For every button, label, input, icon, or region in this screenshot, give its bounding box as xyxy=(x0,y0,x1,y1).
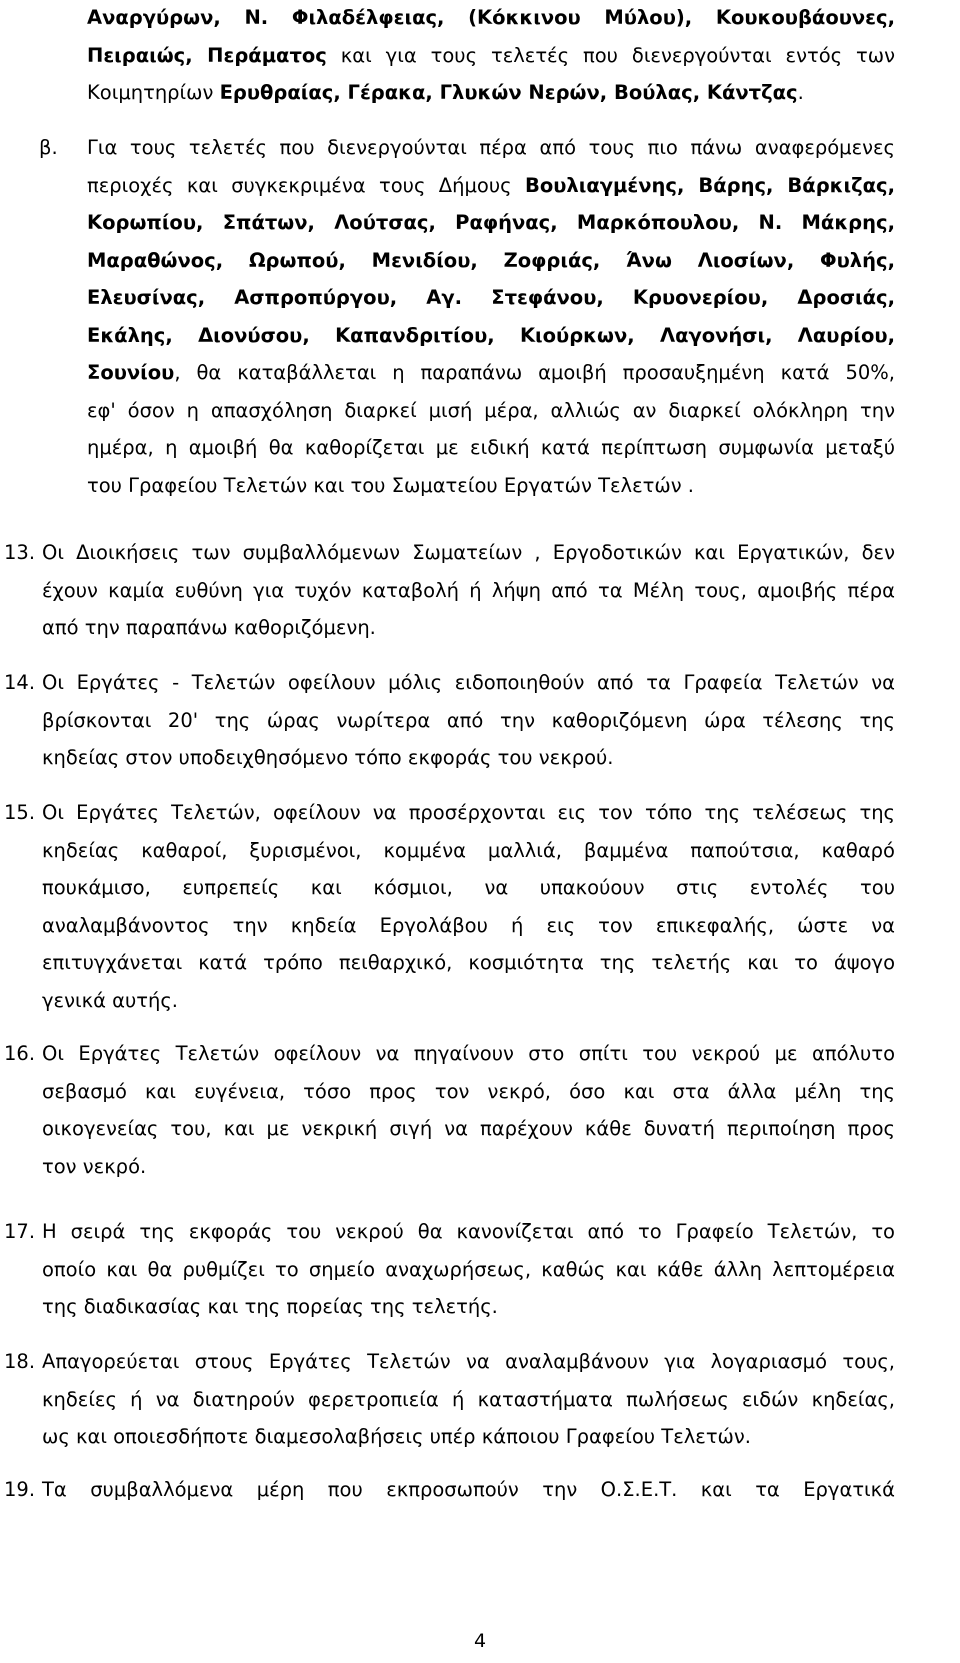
item-line: Τα συμβαλλόμενα μέρη που εκπροσωπούν την Ο.Σ.Ε.Τ. και τα Εργατικά xyxy=(42,1478,895,1501)
item-line: Απαγορεύεται στους Εργάτες Τελετών να αναλαμβάνουν για λογαριασμό τους, xyxy=(42,1350,895,1373)
intro-line-3: Κοιμητηρίων Ερυθραίας, Γέρακα, Γλυκών Νερών, Βούλας, Κάντζας. xyxy=(87,81,804,104)
item-line: από την παραπάνω καθοριζόμενη. xyxy=(42,616,376,639)
beta-line: Εκάλης, Διονύσου, Καπανδριτίου, Κιούρκων, Λαγονήσι, Λαυρίου, xyxy=(87,323,895,347)
item-14 xyxy=(4,664,895,777)
item-number: 16. xyxy=(4,1042,36,1065)
item-number: 18. xyxy=(4,1350,36,1373)
intro-line-1: Αναργύρων, Ν. Φιλαδέλφειας, (Κόκκινου Μύλου), Κουκουβάουνες, xyxy=(87,6,895,29)
beta-line: Για τους τελετές που διενεργούνται πέρα από τους πιο πάνω αναφερόμενες xyxy=(87,136,895,159)
beta-line: Σουνίου, θα καταβάλλεται η παραπάνω αμοιβή προσαυξημένη κατά 50%, xyxy=(87,361,895,384)
item-line: Οι Εργάτες Τελετών, οφείλουν να προσέρχονται εις τον τόπο της τελέσεως της xyxy=(42,801,895,824)
item-line: έχουν καμία ευθύνη για τυχόν καταβολή ή λήψη από τα Μέλη τους, αμοιβής πέρα xyxy=(42,578,895,602)
item-number: 13. xyxy=(4,541,36,564)
beta-line: ημέρα, η αμοιβή θα καθορίζεται με ειδική κατά περίπτωση συμφωνία μεταξύ xyxy=(87,436,895,459)
item-number: 19. xyxy=(4,1478,36,1501)
beta-line: Κορωπίου, Σπάτων, Λούτσας, Ραφήνας, Μαρκόπουλου, Ν. Μάκρης, xyxy=(87,211,895,234)
item-line: οποίο και θα ρυθμίζει το σημείο αναχωρήσεως, καθώς και κάθε άλλη λεπτομέρεια xyxy=(42,1257,895,1281)
item-line: κηδείας στον υποδειχθησόμενο τόπο εκφοράς του νεκρού. xyxy=(42,746,614,769)
item-line: αναλαμβάνοντος την κηδεία Εργολάβου ή εις τον επικεφαλής, ώστε να xyxy=(42,913,895,937)
beta-paragraph xyxy=(39,129,895,504)
item-19 xyxy=(4,1471,895,1509)
item-line: πουκάμισο, ευπρεπείς και κόσμιοι, να υπακούουν στις εντολές του xyxy=(42,876,895,899)
item-number: 17. xyxy=(4,1220,36,1243)
item-13 xyxy=(4,534,895,647)
item-line: Οι Διοικήσεις των συμβαλλόμενων Σωματείων , Εργοδοτικών και Εργατικών, δεν xyxy=(42,541,895,564)
item-line: της διαδικασίας και της πορείας της τελετής. xyxy=(42,1295,498,1318)
beta-line: του Γραφείου Τελετών και του Σωματείου Εργατών Τελετών . xyxy=(87,473,694,497)
beta-line: περιοχές και συγκεκριμένα τους Δήμους Βουλιαγμένης, Βάρης, Βάρκιζας, xyxy=(87,173,895,197)
item-line: Οι Εργάτες Τελετών οφείλουν να πηγαίνουν στο σπίτι του νεκρού με απόλυτο xyxy=(42,1042,895,1065)
item-line: ως και οποιεσδήποτε διαμεσολαβήσεις υπέρ κάποιου Γραφείου Τελετών. xyxy=(42,1425,751,1448)
beta-label: β. xyxy=(39,136,58,159)
item-number: 14. xyxy=(4,671,36,694)
item-line: επιτυγχάνεται κατά τρόπο πειθαρχικό, κοσμιότητα της τελετής και το άψογο xyxy=(42,951,895,974)
item-line: Η σειρά της εκφοράς του νεκρού θα κανονίζεται από το Γραφείο Τελετών, το xyxy=(42,1220,895,1243)
item-line: κηδείες ή να διατηρούν φερετροπιεία ή καταστήματα πωλήσεως ειδών κηδείας, xyxy=(42,1387,895,1411)
item-line: οικογενείας του, και με νεκρική σιγή να παρέχουν κάθε δυνατή περιποίηση προς xyxy=(42,1117,895,1140)
item-line: κηδείας καθαροί, ξυρισμένοι, κομμένα μαλλιά, βαμμένα παπούτσια, καθαρό xyxy=(42,838,895,862)
item-number: 15. xyxy=(4,801,36,824)
item-line: Οι Εργάτες - Τελετών οφείλουν μόλις ειδοποιηθούν από τα Γραφεία Τελετών να xyxy=(42,671,895,694)
item-15 xyxy=(4,794,895,1019)
item-line: τον νεκρό. xyxy=(42,1154,147,1178)
intro-line-2: Πειραιώς, Περάματος και για τους τελετές που διενεργούνται εντός των xyxy=(87,43,895,67)
item-line: βρίσκονται 20' της ώρας νωρίτερα από την καθοριζόμενη ώρα τέλεσης της xyxy=(42,708,895,732)
page-number: 4 xyxy=(473,1630,487,1652)
intro-paragraph xyxy=(87,0,895,112)
item-18 xyxy=(4,1343,895,1456)
item-line: σεβασμό και ευγένεια, τόσο προς τον νεκρό, όσο και στα άλλα μέλη της xyxy=(42,1079,895,1103)
item-line: γενικά αυτής. xyxy=(42,988,178,1012)
beta-line: Μαραθώνος, Ωρωπού, Μενιδίου, Ζοφριάς, Άνω Λιοσίων, Φυλής, xyxy=(87,248,895,272)
item-17 xyxy=(4,1213,895,1326)
beta-line: εφ' όσον η απασχόληση διαρκεί μισή μέρα, αλλιώς αν διαρκεί ολόκληρη την xyxy=(87,398,895,422)
beta-line: Ελευσίνας, Ασπροπύργου, Αγ. Στεφάνου, Κρυονερίου, Δροσιάς, xyxy=(87,286,895,309)
item-16 xyxy=(4,1035,895,1185)
